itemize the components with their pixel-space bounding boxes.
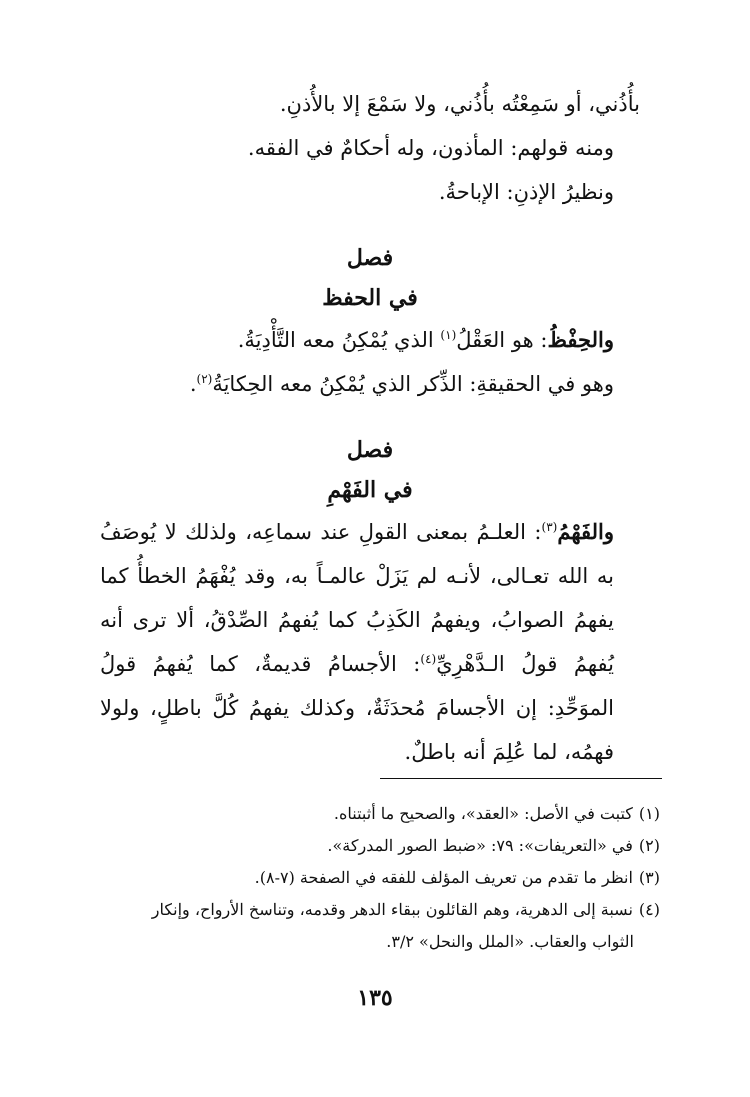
page-number: ١٣٥ bbox=[357, 985, 393, 1011]
footnote-4 bbox=[100, 894, 660, 926]
footnote-number: (٢) bbox=[638, 836, 660, 855]
footnote-ref-2[interactable]: (٢) bbox=[196, 372, 213, 386]
hifz-text-a: : هو العَقْلُ bbox=[456, 328, 548, 352]
section-heading-fasl: فصل bbox=[346, 245, 394, 271]
term-fahm: والفَهْمُ bbox=[557, 519, 614, 544]
fahm-text-b: : الأجسامُ قديمةٌ، كما يُفهمُ قولُ الموَحِّدِ: إن الأجسامَ مُحدَثَةٌ، وكذلك يفهمُ كُلَّ باطلٍ، ولولا فهمُه، لما عُلِمَ أنه باطلٌ. bbox=[100, 652, 614, 764]
footnote-text: كتبت في الأصل: «العقد»، والصحيح ما أثبتناه. bbox=[333, 804, 633, 823]
hifz-definition bbox=[100, 318, 640, 362]
hifz-reality-text: وهو في الحقيقةِ: الذِّكر الذي يُمْكِنُ معه الحِكايَةُ bbox=[212, 372, 614, 396]
footnote-4-continued: الثواب والعقاب. «الملل والنحل» ٣/٢. bbox=[386, 932, 634, 951]
section-fahm bbox=[100, 430, 640, 774]
hifz-text-b: الذي يُمْكِنُ معه التَّأْدِيَةُ. bbox=[237, 328, 441, 352]
footnote-2 bbox=[100, 830, 660, 862]
section-hifz bbox=[100, 238, 640, 406]
hifz-reality bbox=[100, 362, 640, 406]
footnote-number: (٤) bbox=[638, 900, 660, 919]
footnote-3 bbox=[100, 862, 660, 894]
footnote-number: (٣) bbox=[638, 868, 660, 887]
body-line-3: ونظيرُ الإذنِ: الإباحةُ. bbox=[438, 180, 614, 204]
section-heading-title: في الحفظ bbox=[322, 285, 418, 311]
footnote-text: نسبة إلى الدهرية، وهم القائلون ببقاء الدهر وقدمه، وتناسخ الأرواح، وإنكار bbox=[151, 900, 633, 919]
page-body bbox=[100, 82, 640, 774]
footnote-number: (١) bbox=[638, 804, 660, 823]
fahm-text-a: : العلـمُ بمعنى القولِ عند سماعِه، ولذلك لا يُوصَفُ به الله تعـالى، لأنـه لم يَزَلْ عالمـاً به، وقد يُفْهَمُ الخطأُ كما يفهمُ الصوابُ، ويفهمُ الكَذِبُ كما يُفهمُ الصِّدْقُ، ألا ترى أنه يُفهمُ قولُ الـدَّهْرِيِّ bbox=[100, 520, 614, 676]
body-line-1: بأُذُني، أو سَمِعْتُه بأُذُني، ولا سَمْعَ إلا بالأُذنِ. bbox=[279, 92, 640, 116]
footnote-text: في «التعريفات»: ٧٩: «ضبط الصور المدركة». bbox=[327, 836, 633, 855]
footnote-1 bbox=[100, 798, 660, 830]
footnote-ref-3[interactable]: (٣) bbox=[541, 520, 558, 534]
body-line-2: ومنه قولهم: المأذون، وله أحكامٌ في الفقه. bbox=[247, 136, 614, 160]
footnotes bbox=[100, 798, 660, 958]
hifz-reality-end: . bbox=[189, 372, 197, 396]
term-hifz: والحِفْظُ bbox=[547, 327, 614, 352]
footnote-ref-4[interactable]: (٤) bbox=[420, 652, 437, 666]
section-heading-title: في الفَهْمِ bbox=[327, 477, 413, 503]
footnote-text: انظر ما تقدم من تعريف المؤلف للفقه في الصفحة (٧-٨). bbox=[254, 868, 633, 887]
fahm-paragraph bbox=[100, 510, 640, 774]
footnote-divider bbox=[380, 778, 662, 779]
section-heading-fasl: فصل bbox=[346, 437, 394, 463]
footnote-ref-1[interactable]: (١) bbox=[440, 328, 457, 342]
